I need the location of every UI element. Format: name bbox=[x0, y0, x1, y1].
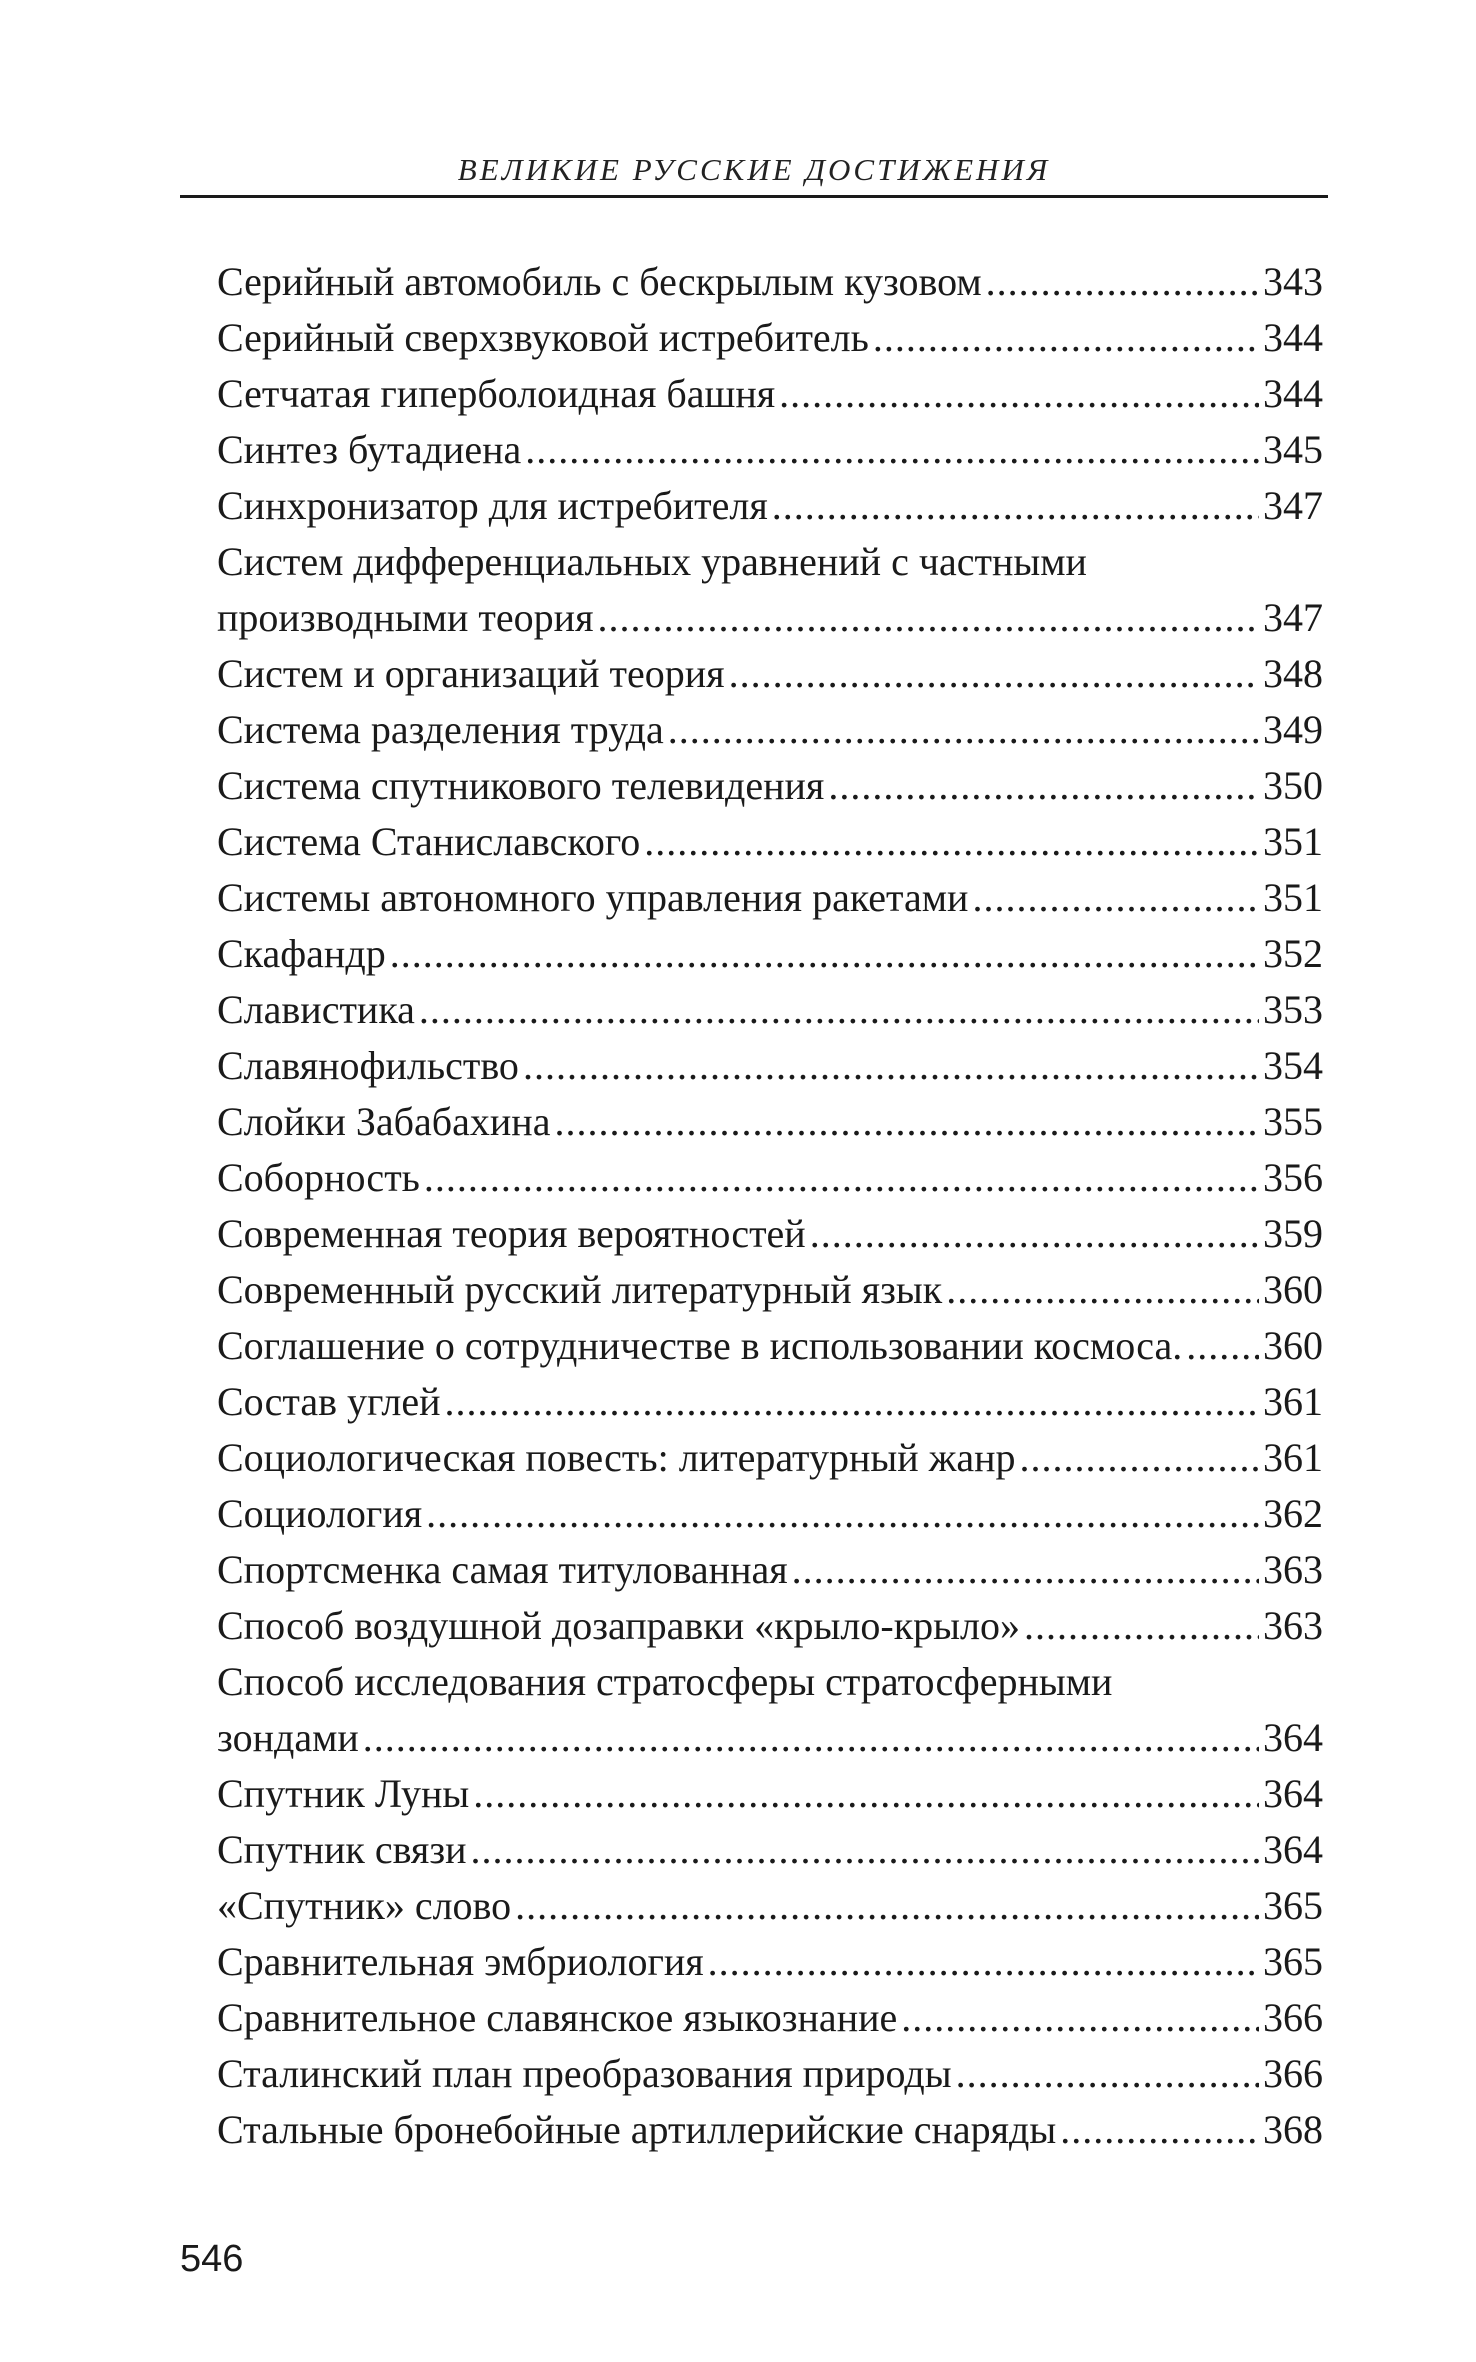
toc-entry bbox=[217, 870, 1323, 926]
toc-entry-page: 354 bbox=[1263, 1043, 1323, 1088]
toc-entry bbox=[217, 1766, 1323, 1822]
toc-entry-line bbox=[217, 1374, 1323, 1430]
toc-entry-page: 355 bbox=[1263, 1099, 1323, 1144]
toc-entry-title: зондами bbox=[217, 1715, 359, 1760]
page-number: 546 bbox=[180, 2238, 244, 2280]
dot-leader bbox=[873, 310, 1259, 366]
dot-leader bbox=[708, 1934, 1259, 1990]
header-rule bbox=[180, 195, 1328, 198]
toc-entry-title: производными теория bbox=[217, 595, 594, 640]
toc-entry-title: Состав углей bbox=[217, 1379, 441, 1424]
toc-entry-title: Сравнительная эмбриология bbox=[217, 1939, 704, 1984]
toc-entry-line bbox=[217, 422, 1323, 478]
toc-entry-page: 364 bbox=[1263, 1827, 1323, 1872]
toc-entry-title: Серийный сверхзвуковой истребитель bbox=[217, 315, 869, 360]
toc-entry-page: 360 bbox=[1263, 1267, 1323, 1312]
toc-entry-page: 352 bbox=[1263, 931, 1323, 976]
dot-leader bbox=[972, 870, 1259, 926]
toc-entry-title: Скафандр bbox=[217, 931, 386, 976]
toc-entry bbox=[217, 702, 1323, 758]
toc-entry-page: 365 bbox=[1263, 1883, 1323, 1928]
toc-entry-page: 348 bbox=[1263, 651, 1323, 696]
toc-entry-line bbox=[217, 1542, 1323, 1598]
toc-entry-line bbox=[217, 1038, 1323, 1094]
toc-entry-page: 351 bbox=[1263, 819, 1323, 864]
toc-entry-page: 362 bbox=[1263, 1491, 1323, 1536]
toc-entry-title: Социологическая повесть: литературный жанр bbox=[217, 1435, 1016, 1480]
toc-entry bbox=[217, 254, 1323, 310]
toc-entry bbox=[217, 534, 1323, 646]
toc-entry bbox=[217, 758, 1323, 814]
toc-entry-page: 351 bbox=[1263, 875, 1323, 920]
toc-entry-page: 361 bbox=[1263, 1379, 1323, 1424]
toc-entry-line bbox=[217, 366, 1323, 422]
toc-entry bbox=[217, 1654, 1323, 1766]
dot-leader bbox=[644, 814, 1259, 870]
dot-leader bbox=[597, 590, 1259, 646]
dot-leader bbox=[779, 366, 1259, 422]
toc-entry-line bbox=[217, 1430, 1323, 1486]
toc-entry-title: Спутник связи bbox=[217, 1827, 467, 1872]
toc-entry bbox=[217, 1542, 1323, 1598]
toc-entry bbox=[217, 1822, 1323, 1878]
toc-entry-title: Современная теория вероятностей bbox=[217, 1211, 806, 1256]
dot-leader bbox=[729, 646, 1259, 702]
toc-entry-line bbox=[217, 1990, 1323, 2046]
toc-entry bbox=[217, 1598, 1323, 1654]
toc-entry-title: Сталинский план преобразования природы bbox=[217, 2051, 952, 2096]
dot-leader bbox=[445, 1374, 1259, 1430]
dot-leader bbox=[471, 1822, 1259, 1878]
toc-entry-line bbox=[217, 646, 1323, 702]
toc-entry-page: 364 bbox=[1263, 1771, 1323, 1816]
toc-entry bbox=[217, 1038, 1323, 1094]
toc-entry-page: 350 bbox=[1263, 763, 1323, 808]
toc-entry-title: Сравнительное славянское языкознание bbox=[217, 1995, 898, 2040]
toc-entry-title: Славянофильство bbox=[217, 1043, 519, 1088]
toc-entry-title: Слойки Забабахина bbox=[217, 1099, 551, 1144]
toc-entry bbox=[217, 1094, 1323, 1150]
toc-entry-page: 353 bbox=[1263, 987, 1323, 1032]
dot-leader bbox=[363, 1710, 1259, 1766]
dot-leader bbox=[424, 1150, 1259, 1206]
toc-entry-line bbox=[217, 702, 1323, 758]
toc-entry bbox=[217, 1150, 1323, 1206]
toc-entry-line bbox=[217, 590, 1323, 646]
toc-entry-page: 347 bbox=[1263, 595, 1323, 640]
toc-entry-page: 347 bbox=[1263, 483, 1323, 528]
toc-entry-line bbox=[217, 1206, 1323, 1262]
dot-leader bbox=[515, 1878, 1259, 1934]
toc-entry-line bbox=[217, 1150, 1323, 1206]
toc-entry-page: 361 bbox=[1263, 1435, 1323, 1480]
toc-entry-title: Система спутникового телевидения bbox=[217, 763, 825, 808]
toc-entry-line bbox=[217, 814, 1323, 870]
toc-entry bbox=[217, 2102, 1323, 2158]
toc-entry-line bbox=[217, 870, 1323, 926]
toc-entry-page: 356 bbox=[1263, 1155, 1323, 1200]
toc-entry-line bbox=[217, 982, 1323, 1038]
toc-entry-title: «Спутник» слово bbox=[217, 1883, 512, 1928]
toc-entry-page: 345 bbox=[1263, 427, 1323, 472]
dot-leader bbox=[946, 1262, 1259, 1318]
toc-entry-line bbox=[217, 478, 1323, 534]
toc-entry-line bbox=[217, 1486, 1323, 1542]
dot-leader bbox=[1060, 2102, 1259, 2158]
toc-entry-title: Синхронизатор для истребителя bbox=[217, 483, 768, 528]
toc-entry-line bbox=[217, 1934, 1323, 1990]
toc-entry-title: Систем и организаций теория bbox=[217, 651, 725, 696]
toc-entry-page: 343 bbox=[1263, 259, 1323, 304]
toc-entry-line bbox=[217, 758, 1323, 814]
toc-entry bbox=[217, 646, 1323, 702]
toc-entry bbox=[217, 1934, 1323, 1990]
toc-entry-page: 344 bbox=[1263, 371, 1323, 416]
toc-entry-line bbox=[217, 1710, 1323, 1766]
toc-entry-page: 363 bbox=[1263, 1603, 1323, 1648]
toc-entry-page: 365 bbox=[1263, 1939, 1323, 1984]
toc-entry-title: Спортсменка самая титулованная bbox=[217, 1547, 788, 1592]
toc-entry-title: Серийный автомобиль с бескрылым кузовом bbox=[217, 259, 982, 304]
toc-entry-line bbox=[217, 1598, 1323, 1654]
toc-entry bbox=[217, 422, 1323, 478]
toc-entry-page: 359 bbox=[1263, 1211, 1323, 1256]
dot-leader bbox=[901, 1990, 1259, 2046]
dot-leader bbox=[668, 702, 1259, 758]
toc-entry-page: 364 bbox=[1263, 1715, 1323, 1760]
toc-entry bbox=[217, 310, 1323, 366]
toc-entry bbox=[217, 366, 1323, 422]
toc-entry-page: 363 bbox=[1263, 1547, 1323, 1592]
toc-entry-line bbox=[217, 1262, 1323, 1318]
toc-entry-title: Синтез бутадиена bbox=[217, 427, 522, 472]
toc-entry bbox=[217, 478, 1323, 534]
dot-leader bbox=[956, 2046, 1259, 2102]
dot-leader bbox=[1024, 1598, 1259, 1654]
toc-entry-title: Спутник Луны bbox=[217, 1771, 470, 1816]
toc-entry bbox=[217, 814, 1323, 870]
toc-entry-title: Способ воздушной дозаправки «крыло-крыло» bbox=[217, 1603, 1020, 1648]
toc-entry-page: 368 bbox=[1263, 2107, 1323, 2152]
table-of-contents bbox=[217, 254, 1323, 2158]
toc-entry-title: Современный русский литературный язык bbox=[217, 1267, 943, 1312]
toc-entry-line bbox=[217, 2102, 1323, 2158]
dot-leader bbox=[525, 422, 1259, 478]
toc-entry-line bbox=[217, 1878, 1323, 1934]
toc-entry bbox=[217, 2046, 1323, 2102]
dot-leader bbox=[1186, 1318, 1259, 1374]
toc-entry-title: Системы автономного управления ракетами bbox=[217, 875, 969, 920]
toc-entry-page: 360 bbox=[1263, 1323, 1323, 1368]
toc-entry-title: Стальные бронебойные артиллерийские снаряды bbox=[217, 2107, 1057, 2152]
toc-entry-line bbox=[217, 254, 1323, 310]
toc-entry-line bbox=[217, 1094, 1323, 1150]
toc-entry bbox=[217, 1878, 1323, 1934]
toc-entry-title-line: Систем дифференциальных уравнений с частными bbox=[217, 539, 1087, 584]
toc-entry-line bbox=[217, 1766, 1323, 1822]
dot-leader bbox=[419, 982, 1259, 1038]
toc-entry-page: 349 bbox=[1263, 707, 1323, 752]
dot-leader bbox=[772, 478, 1259, 534]
toc-entry bbox=[217, 1262, 1323, 1318]
toc-entry bbox=[217, 1318, 1323, 1374]
toc-entry-line bbox=[217, 1822, 1323, 1878]
toc-entry bbox=[217, 1206, 1323, 1262]
toc-entry-line bbox=[217, 2046, 1323, 2102]
dot-leader bbox=[426, 1486, 1259, 1542]
running-head-title: ВЕЛИКИЕ РУССКИЕ ДОСТИЖЕНИЯ bbox=[457, 152, 1051, 187]
dot-leader bbox=[792, 1542, 1259, 1598]
dot-leader bbox=[554, 1094, 1259, 1150]
toc-entry bbox=[217, 926, 1323, 982]
toc-entry-line bbox=[217, 310, 1323, 366]
dot-leader bbox=[523, 1038, 1259, 1094]
toc-entry-page: 366 bbox=[1263, 1995, 1323, 2040]
toc-entry-title: Социология bbox=[217, 1491, 423, 1536]
dot-leader bbox=[1020, 1430, 1260, 1486]
dot-leader bbox=[828, 758, 1259, 814]
dot-leader bbox=[986, 254, 1259, 310]
toc-entry-title: Славистика bbox=[217, 987, 415, 1032]
dot-leader bbox=[390, 926, 1259, 982]
toc-entry-title: Соглашение о сотрудничестве в использовании космоса. bbox=[217, 1323, 1183, 1368]
toc-entry bbox=[217, 1374, 1323, 1430]
toc-entry bbox=[217, 1990, 1323, 2046]
toc-entry-title-line: Способ исследования стратосферы стратосферными bbox=[217, 1659, 1113, 1704]
dot-leader bbox=[473, 1766, 1259, 1822]
toc-entry-line bbox=[217, 1318, 1323, 1374]
toc-entry bbox=[217, 1486, 1323, 1542]
toc-entry-title: Сетчатая гиперболоидная башня bbox=[217, 371, 776, 416]
toc-entry-title: Соборность bbox=[217, 1155, 420, 1200]
toc-entry-title: Система Станиславского bbox=[217, 819, 641, 864]
toc-entry bbox=[217, 982, 1323, 1038]
toc-entry bbox=[217, 1430, 1323, 1486]
toc-entry-page: 344 bbox=[1263, 315, 1323, 360]
dot-leader bbox=[810, 1206, 1259, 1262]
toc-entry-page: 366 bbox=[1263, 2051, 1323, 2096]
toc-entry-line bbox=[217, 926, 1323, 982]
toc-entry-title: Система разделения труда bbox=[217, 707, 664, 752]
